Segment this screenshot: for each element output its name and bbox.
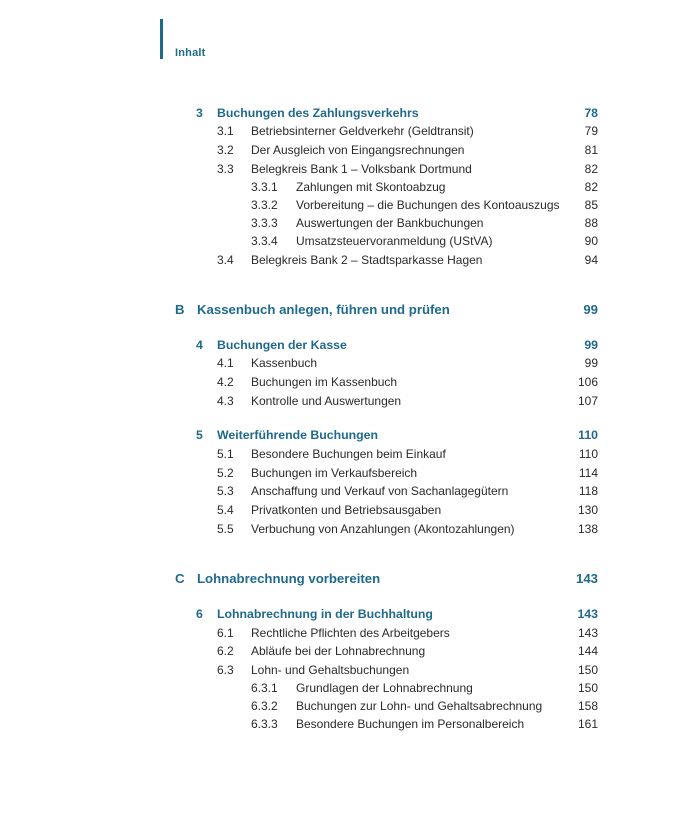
toc-entry-num: 5: [196, 428, 203, 442]
toc-entry-num: 6.2: [217, 644, 234, 658]
toc-entry-num: 6.3.2: [251, 699, 278, 713]
toc-entry-num: 3.3.3: [251, 216, 278, 230]
toc-entry-title: Umsatzsteuervoranmeldung (UStVA): [296, 234, 493, 248]
toc-entry-l2[interactable]: [0, 373, 685, 391]
toc-entry-page: 144: [577, 644, 598, 658]
toc-entry-page: 82: [584, 162, 598, 176]
toc-entry-title: Lohn- und Gehaltsbuchungen: [251, 663, 410, 677]
toc-entry-page: 158: [577, 699, 598, 713]
toc-entry-page: 114: [578, 466, 598, 480]
toc-entry-l2[interactable]: [0, 251, 685, 269]
toc-entry-l3[interactable]: [0, 715, 685, 733]
toc-entry-num: 3.2: [217, 143, 234, 157]
toc-entry-l2[interactable]: [0, 392, 685, 410]
toc-entry-num: 3.1: [217, 124, 234, 138]
toc-entry-num: 5.2: [217, 466, 234, 480]
toc-entry-page: 88: [584, 216, 598, 230]
header-accent-bar: [160, 19, 163, 59]
toc-entry-title: Belegkreis Bank 2 – Stadtsparkasse Hagen: [251, 253, 483, 267]
toc-entry-part[interactable]: [0, 301, 685, 319]
toc-entry-num: 3.3: [217, 162, 234, 176]
toc-entry-num: 5.4: [217, 503, 234, 517]
toc-entry-l2[interactable]: [0, 482, 685, 500]
toc-entry-page: 99: [583, 302, 598, 317]
toc-entry-title: Besondere Buchungen im Personalbereich: [296, 717, 525, 731]
toc-entry-num: 3: [196, 106, 203, 120]
toc-entry-num: 4.2: [217, 375, 234, 389]
toc-entry-title: Weiterführende Buchungen: [217, 428, 379, 442]
toc-entry-num: 3.3.4: [251, 234, 278, 248]
toc-entry-page: 85: [584, 198, 598, 212]
toc-entry-title: Verbuchung von Anzahlungen (Akontozahlungen): [251, 522, 515, 536]
toc-entry-page: 161: [577, 717, 598, 731]
toc-entry-title: Privatkonten und Betriebsausgaben: [251, 503, 442, 517]
toc-entry-page: 78: [584, 106, 598, 120]
toc-entry-chapter[interactable]: [0, 426, 685, 444]
toc-entry-page: 150: [577, 681, 598, 695]
toc-entry-l2[interactable]: [0, 642, 685, 660]
toc-entry-page: 90: [584, 234, 598, 248]
toc-entry-num: 3.4: [217, 253, 234, 267]
toc-entry-num: 5.1: [217, 447, 234, 461]
toc-entry-chapter[interactable]: [0, 605, 685, 623]
toc-entry-l2[interactable]: [0, 354, 685, 372]
toc-entry-num: 6.3.3: [251, 717, 278, 731]
toc-entry-chapter[interactable]: [0, 104, 685, 122]
toc-entry-num: 3.3.2: [251, 198, 278, 212]
toc-entry-title: Betriebsinterner Geldverkehr (Geldtransit): [251, 124, 474, 138]
toc-entry-title: Anschaffung und Verkauf von Sachanlagegütern: [251, 484, 509, 498]
toc-entry-l3[interactable]: [0, 232, 685, 250]
toc-entry-l2[interactable]: [0, 445, 685, 463]
toc-entry-title: Besondere Buchungen beim Einkauf: [251, 447, 446, 461]
toc-entry-page: 143: [575, 571, 598, 586]
toc-entry-page: 143: [577, 626, 598, 640]
toc-entry-title: Buchungen im Kassenbuch: [251, 375, 398, 389]
toc-entry-title: Buchungen zur Lohn- und Gehaltsabrechnung: [296, 699, 543, 713]
toc-entry-page: 143: [577, 607, 598, 621]
toc-entry-num: 6.1: [217, 626, 234, 640]
toc-entry-l3[interactable]: [0, 697, 685, 715]
toc-entry-page: 110: [578, 428, 598, 442]
toc-entry-num: 6: [196, 607, 203, 621]
toc-entry-title: Kassenbuch anlegen, führen und prüfen: [197, 302, 450, 317]
toc-entry-page: 150: [577, 663, 598, 677]
toc-entry-num: 4: [196, 338, 203, 352]
toc-entry-title: Rechtliche Pflichten des Arbeitgebers: [251, 626, 450, 640]
toc-entry-title: Buchungen des Zahlungsverkehrs: [217, 106, 419, 120]
toc-entry-part[interactable]: [0, 570, 685, 588]
toc-entry-title: Grundlagen der Lohnabrechnung: [296, 681, 473, 695]
toc-entry-page: 94: [584, 253, 598, 267]
toc-entry-l2[interactable]: [0, 661, 685, 679]
toc-entry-page: 110: [578, 447, 598, 461]
toc-entry-title: Vorbereitung – die Buchungen des Kontoauszugs: [296, 198, 560, 212]
toc-entry-num: 6.3: [217, 663, 234, 677]
toc-entry-page: 81: [584, 143, 598, 157]
toc-entry-page: 118: [578, 484, 598, 498]
toc-entry-num: 4.3: [217, 394, 234, 408]
toc-entry-chapter[interactable]: [0, 336, 685, 354]
toc-entry-title: Der Ausgleich von Eingangsrechnungen: [251, 143, 465, 157]
toc-entry-num: 5.3: [217, 484, 234, 498]
toc-entry-l3[interactable]: [0, 178, 685, 196]
toc-entry-title: Lohnabrechnung vorbereiten: [197, 571, 381, 586]
toc-entry-page: 79: [584, 124, 598, 138]
toc-entry-page: 106: [577, 375, 598, 389]
toc-entry-num: 3.3.1: [251, 180, 278, 194]
toc-entry-page: 82: [584, 180, 598, 194]
toc-entry-l3[interactable]: [0, 196, 685, 214]
toc-entry-l2[interactable]: [0, 141, 685, 159]
toc-entry-l2[interactable]: [0, 501, 685, 519]
toc-entry-title: Auswertungen der Bankbuchungen: [296, 216, 484, 230]
toc-entry-l2[interactable]: [0, 122, 685, 140]
toc-entry-title: Buchungen der Kasse: [217, 338, 347, 352]
toc-entry-l2[interactable]: [0, 160, 685, 178]
toc-entry-l2[interactable]: [0, 464, 685, 482]
toc-entry-l3[interactable]: [0, 214, 685, 232]
toc-entry-title: Belegkreis Bank 1 – Volksbank Dortmund: [251, 162, 472, 176]
toc-entry-page: 99: [584, 338, 598, 352]
toc-entry-page: 99: [584, 356, 598, 370]
toc-entry-num: B: [175, 302, 185, 317]
toc-entry-l2[interactable]: [0, 624, 685, 642]
toc-entry-num: C: [175, 571, 185, 586]
toc-entry-title: Abläufe bei der Lohnabrechnung: [251, 644, 426, 658]
page-header-title: Inhalt: [175, 47, 206, 59]
toc-entry-title: Zahlungen mit Skontoabzug: [296, 180, 446, 194]
toc-entry-page: 107: [577, 394, 598, 408]
toc-entry-num: 6.3.1: [251, 681, 278, 695]
toc-entry-l3[interactable]: [0, 679, 685, 697]
toc-entry-num: 4.1: [217, 356, 234, 370]
toc-entry-title: Buchungen im Verkaufsbereich: [251, 466, 418, 480]
toc-entry-title: Kontrolle und Auswertungen: [251, 394, 402, 408]
toc-entry-num: 5.5: [217, 522, 234, 536]
toc-entry-title: Lohnabrechnung in der Buchhaltung: [217, 607, 433, 621]
toc-entry-title: Kassenbuch: [251, 356, 318, 370]
toc-entry-l2[interactable]: [0, 520, 685, 538]
toc-entry-page: 130: [577, 503, 598, 517]
toc-entry-page: 138: [577, 522, 598, 536]
